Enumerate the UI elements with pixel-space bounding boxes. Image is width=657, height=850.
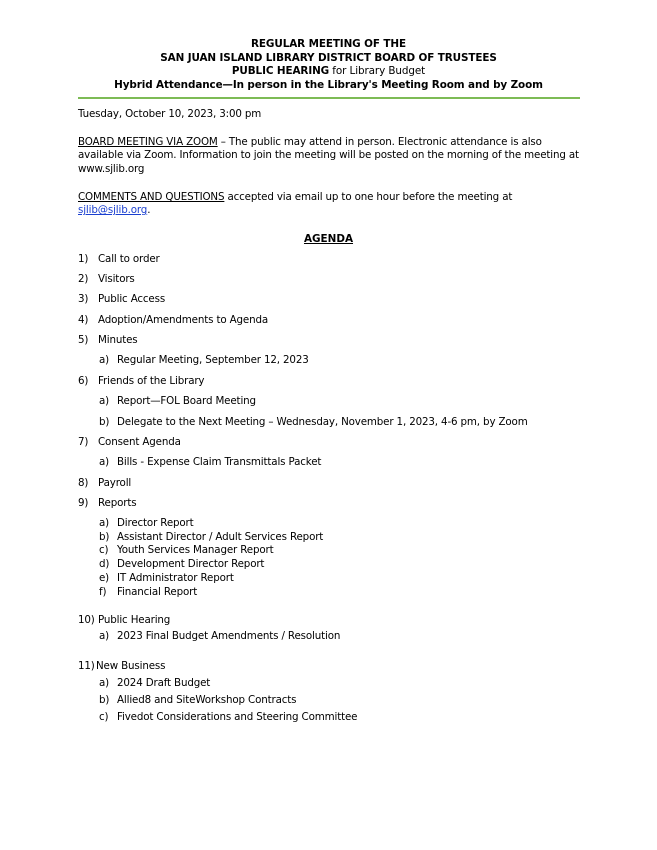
item-label: Call to order xyxy=(98,253,160,265)
subitem-label: Delegate to the Next Meeting – Wednesday, November 1, 2023, 4-6 pm, by Zoom xyxy=(117,416,528,428)
item-label: Minutes xyxy=(98,334,138,346)
subitem-letter: e) xyxy=(99,572,110,584)
subitem-label: IT Administrator Report xyxy=(117,572,234,584)
subitem-label: Fivedot Considerations and Steering Committee xyxy=(117,711,358,723)
item-number: 10) xyxy=(78,614,95,626)
comments-notice-text: accepted via email up to one hour before the meeting at xyxy=(224,191,513,203)
subitem-label: Development Director Report xyxy=(117,558,265,570)
subitem-letter: b) xyxy=(99,531,110,543)
item-label: Adoption/Amendments to Agenda xyxy=(98,314,269,326)
subitem-label: Report—FOL Board Meeting xyxy=(117,395,256,407)
agenda-title: AGENDA xyxy=(303,233,354,245)
zoom-notice-heading: BOARD MEETING VIA ZOOM xyxy=(78,136,218,148)
item-number: 3) xyxy=(78,293,89,305)
header-line-2: SAN JUAN ISLAND LIBRARY DISTRICT BOARD OF TRUSTEES xyxy=(160,51,497,64)
subitem-letter: a) xyxy=(99,517,110,529)
subitem-label: Bills - Expense Claim Transmittals Packet xyxy=(117,456,322,468)
subitem-letter: b) xyxy=(99,694,110,706)
email-link[interactable]: sjlib@sjlib.org xyxy=(78,204,148,217)
subitem-letter: a) xyxy=(99,456,110,468)
subitem-letter: a) xyxy=(99,677,110,689)
header-line-4: Hybrid Attendance—In person in the Library's Meeting Room and by Zoom xyxy=(114,78,543,91)
item-number: 4) xyxy=(78,314,89,326)
subitem-letter: c) xyxy=(99,711,109,723)
date-line: Tuesday, October 10, 2023, 3:00 pm xyxy=(78,108,262,120)
item-number: 8) xyxy=(78,477,89,489)
zoom-notice xyxy=(78,136,582,176)
subitem-label: Financial Report xyxy=(117,586,198,598)
item-number: 11) xyxy=(78,660,95,672)
item-label: New Business xyxy=(96,660,166,672)
subitem-label: 2023 Final Budget Amendments / Resolution xyxy=(117,630,341,642)
item-label: Public Hearing xyxy=(98,614,171,626)
item-number: 1) xyxy=(78,253,89,265)
item-label: Friends of the Library xyxy=(98,375,205,387)
subitem-letter: b) xyxy=(99,416,110,428)
item-label: Public Access xyxy=(98,293,166,305)
header-rule xyxy=(78,97,580,99)
comments-notice-heading: COMMENTS AND QUESTIONS xyxy=(78,191,225,203)
item-label: Reports xyxy=(98,497,137,509)
item-number: 2) xyxy=(78,273,89,285)
item-label: Visitors xyxy=(98,273,135,285)
header-line-3-rest: for Library Budget xyxy=(329,65,426,78)
public-hearing-label: PUBLIC HEARING xyxy=(231,65,330,78)
subitem-letter: f) xyxy=(99,586,107,598)
subitem-letter: d) xyxy=(99,558,110,570)
subitem-label: Director Report xyxy=(117,517,194,529)
item-number: 9) xyxy=(78,497,89,509)
item-number: 7) xyxy=(78,436,89,448)
item-number: 5) xyxy=(78,334,89,346)
subitem-label: Assistant Director / Adult Services Report xyxy=(117,531,324,543)
comments-notice-end: . xyxy=(147,204,151,217)
subitem-label: 2024 Draft Budget xyxy=(117,677,211,689)
zoom-notice-text: – The public may attend in person. Electronic attendance is also available via Zoom. Information to join the meeting will be posted on the morning of the meeting at www.sjlib.org xyxy=(78,136,579,175)
subitem-label: Youth Services Manager Report xyxy=(117,544,274,556)
subitem-letter: a) xyxy=(99,630,110,642)
document-header xyxy=(60,38,597,92)
subitem-letter: a) xyxy=(99,354,110,366)
header-line-3 xyxy=(60,65,597,79)
subitem-label: Allied8 and SiteWorkshop Contracts xyxy=(117,694,297,706)
subitem-label: Regular Meeting, September 12, 2023 xyxy=(117,354,309,366)
subitem-letter: c) xyxy=(99,544,109,556)
item-number: 6) xyxy=(78,375,89,387)
item-label: Payroll xyxy=(98,477,132,489)
comments-notice xyxy=(78,191,582,218)
item-label: Consent Agenda xyxy=(98,436,181,448)
header-line-1: REGULAR MEETING OF THE xyxy=(251,38,406,50)
subitem-letter: a) xyxy=(99,395,110,407)
